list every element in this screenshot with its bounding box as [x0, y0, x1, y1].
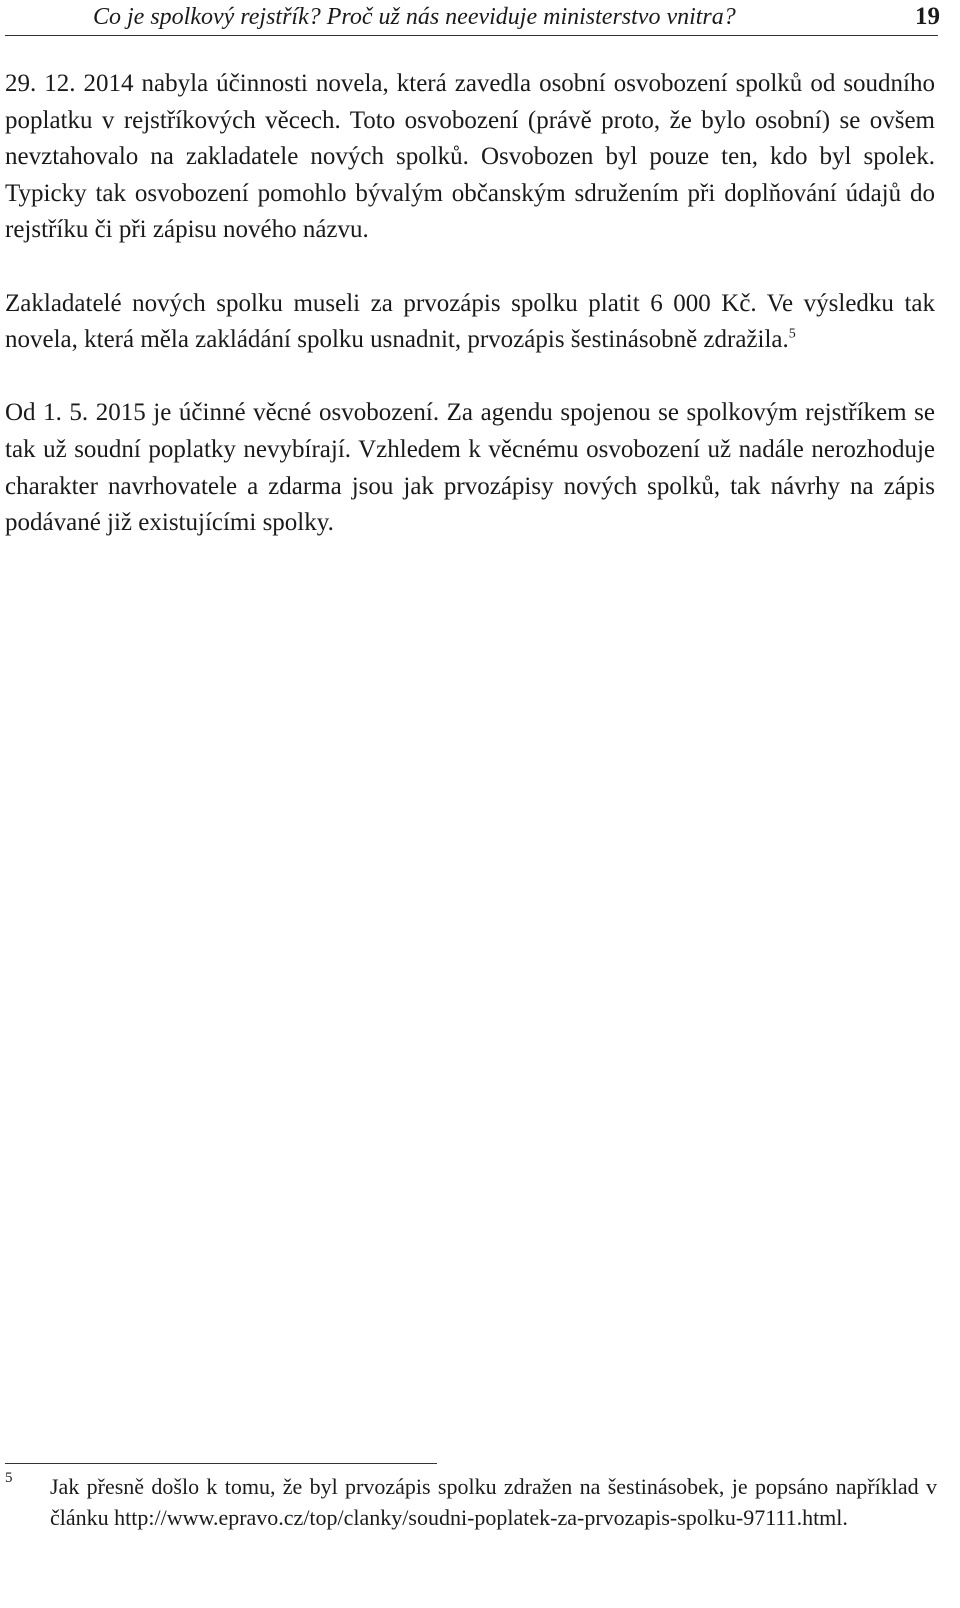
- paragraph-2-text: Zakladatelé nových spolku museli za prvozápis spolku platit 6 000 Kč. Ve výsledku tak novela, která měla zakládání spolku usnadnit, prvozápis šestinásobně zdražila.: [5, 289, 935, 354]
- running-header: [0, 0, 960, 37]
- footnote: [5, 1472, 937, 1533]
- body-text: [5, 66, 935, 542]
- footnote-text: Jak přesně došlo k tomu, že byl prvozápis spolku zdražen na šestinásobek, je popsáno například v článku http://www.epravo.cz/top/clanky/soudni-poplatek-za-prvozapis-spolku-97111.html.: [50, 1474, 937, 1530]
- paragraph-3-text: Od 1. 5. 2015 je účinné věcné osvobození. Za agendu spojenou se spolkovým rejstříkem se tak už soudní poplatky nevybírají. Vzhledem k věcnému osvobození už nadále nerozhoduje charakter navrhovatele a zdarma jsou jak prvozápisy nových spolků, tak návrhy na zápis podávané již existujícími spolky.: [5, 399, 935, 537]
- running-header-title: Co je spolkový rejstřík? Proč už nás neeviduje ministerstvo vnitra?: [93, 4, 736, 30]
- footnote-reference[interactable]: 5: [788, 326, 796, 342]
- paragraph-2: [5, 286, 935, 359]
- paragraph-3: [5, 395, 935, 541]
- footnote-divider: [5, 1463, 437, 1464]
- page-number: 19: [915, 3, 940, 30]
- paragraph-1: [5, 66, 935, 249]
- header-divider: [5, 35, 938, 36]
- footnote-number: 5: [5, 1470, 13, 1486]
- paragraph-1-text: 29. 12. 2014 nabyla účinnosti novela, která zavedla osobní osvobození spolků od soudního poplatku v rejstříkových věcech. Toto osvobození (právě proto, že bylo osobní) se ovšem nevztahovalo na zakladatele nových spolků. Osvobozen byl pouze ten, kdo byl spolek. Typicky tak osvobození pomohlo bývalým občanským sdružením při doplňování údajů do rejstříku či při zápisu nového názvu.: [5, 70, 935, 244]
